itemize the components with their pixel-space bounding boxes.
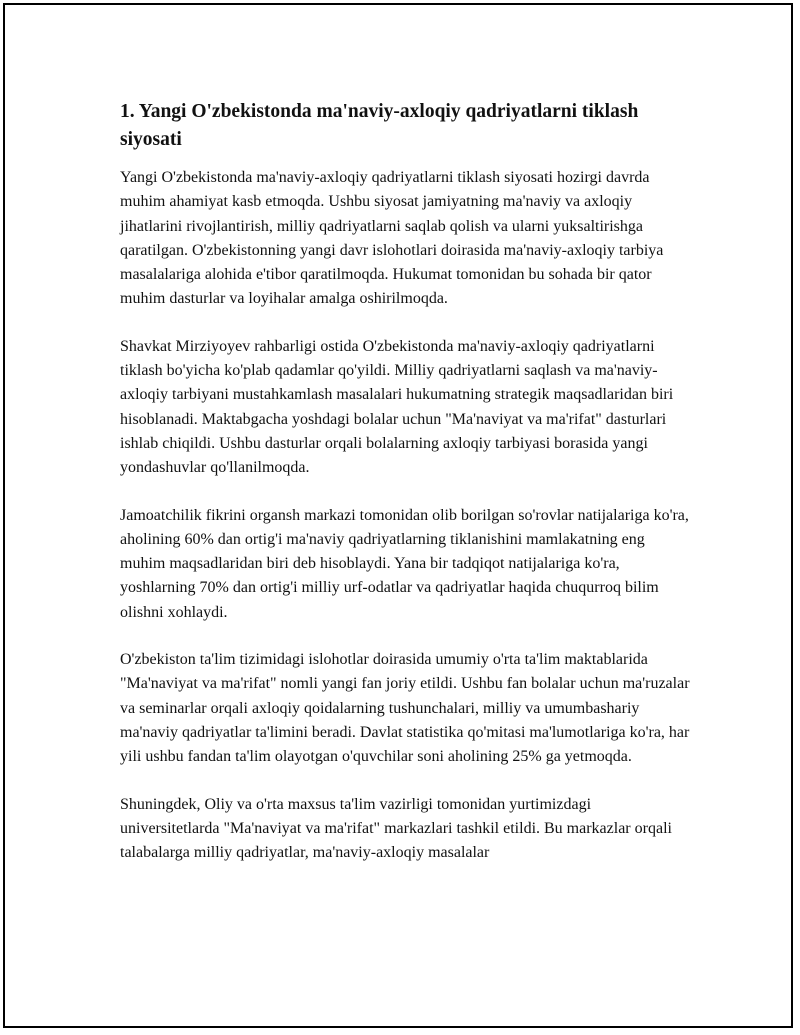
paragraph-5: Shuningdek, Oliy va o'rta maxsus ta'lim vazirligi tomonidan yurtimizdagi universitetlarda "Ma'naviyat va ma'rifat" markazlari tashkil etildi. Bu markazlar orqali talabalarga milliy qadriyatlar, ma'naviy-axloqiy masalalar [120, 795, 672, 862]
paragraph-1: Yangi O'zbekistonda ma'naviy-axloqiy qadriyatlarni tiklash siyosati hozirgi davrda muhim ahamiyat kasb etmoqda. Ushbu siyosat jamiyatning ma'naviy va axloqiy jihatlarini rivojlantirish, milliy qadriyatlarni saqlab qolish va ularni yuksaltirishga qaratilgan. O'zbekistonning yangi davr islohotlari doirasida ma'naviy-axloqiy tarbiya masalalariga alohida e'tibor qaratilmoqda. Hukumat tomonidan bu sohada bir qator muhim dasturlar va loyihalar amalga oshirilmoqda. [120, 169, 664, 308]
paragraph-3: Jamoatchilik fikrini organsh markazi tomonidan olib borilgan so'rovlar natijalariga ko'ra, aholining 60% dan ortig'i ma'naviy qadriyatlarning tiklanishini mamlakatning eng muhim maqsadlaridan biri deb hisoblaydi. Yana bir tadqiqot natijalariga ko'ra, yoshlarning 70% dan ortig'i milliy urf-odatlar va qadriyatlar haqida chuqurroq bilim olishni xohlaydi. [120, 506, 689, 621]
paragraph-4: O'zbekiston ta'lim tizimidagi islohotlar doirasida umumiy o'rta ta'lim maktablarida "Ma'naviyat va ma'rifat" nomli yangi fan joriy etildi. Ushbu fan bolalar uchun ma'ruzalar va seminarlar orqali axloqiy qoidalarning tushunchalari, milliy va umumbashariy ma'naviy qadriyatlar ta'limini beradi. Davlat statistika qo'mitasi ma'lumotlariga ko'ra, har yili ushbu fandan ta'lim olayotgan o'quvchilar soni aholining 25% ga yetmoqda. [120, 651, 690, 766]
document-body [120, 98, 690, 888]
section-heading: 1. Yangi O'zbekistonda ma'naviy-axloqiy qadriyatlarni tiklash siyosati [120, 101, 639, 150]
page-frame [3, 3, 793, 1028]
paragraph-2: Shavkat Mirziyoyev rahbarligi ostida O'zbekistonda ma'naviy-axloqiy qadriyatlarni tiklash bo'yicha ko'plab qadamlar qo'yildi. Milliy qadriyatlarni saqlash va ma'naviy-axloqiy tarbiyani mustahkamlash masalalari hukumatning strategik maqsadlaridan biri hisoblanadi. Maktabgacha yoshdagi bolalar uchun "Ma'naviyat va ma'rifat" dasturlari ishlab chiqildi. Ushbu dasturlar orqali bolalarning axloqiy tarbiyasi borasida yangi yondashuvlar qo'llanilmoqda. [120, 337, 674, 477]
